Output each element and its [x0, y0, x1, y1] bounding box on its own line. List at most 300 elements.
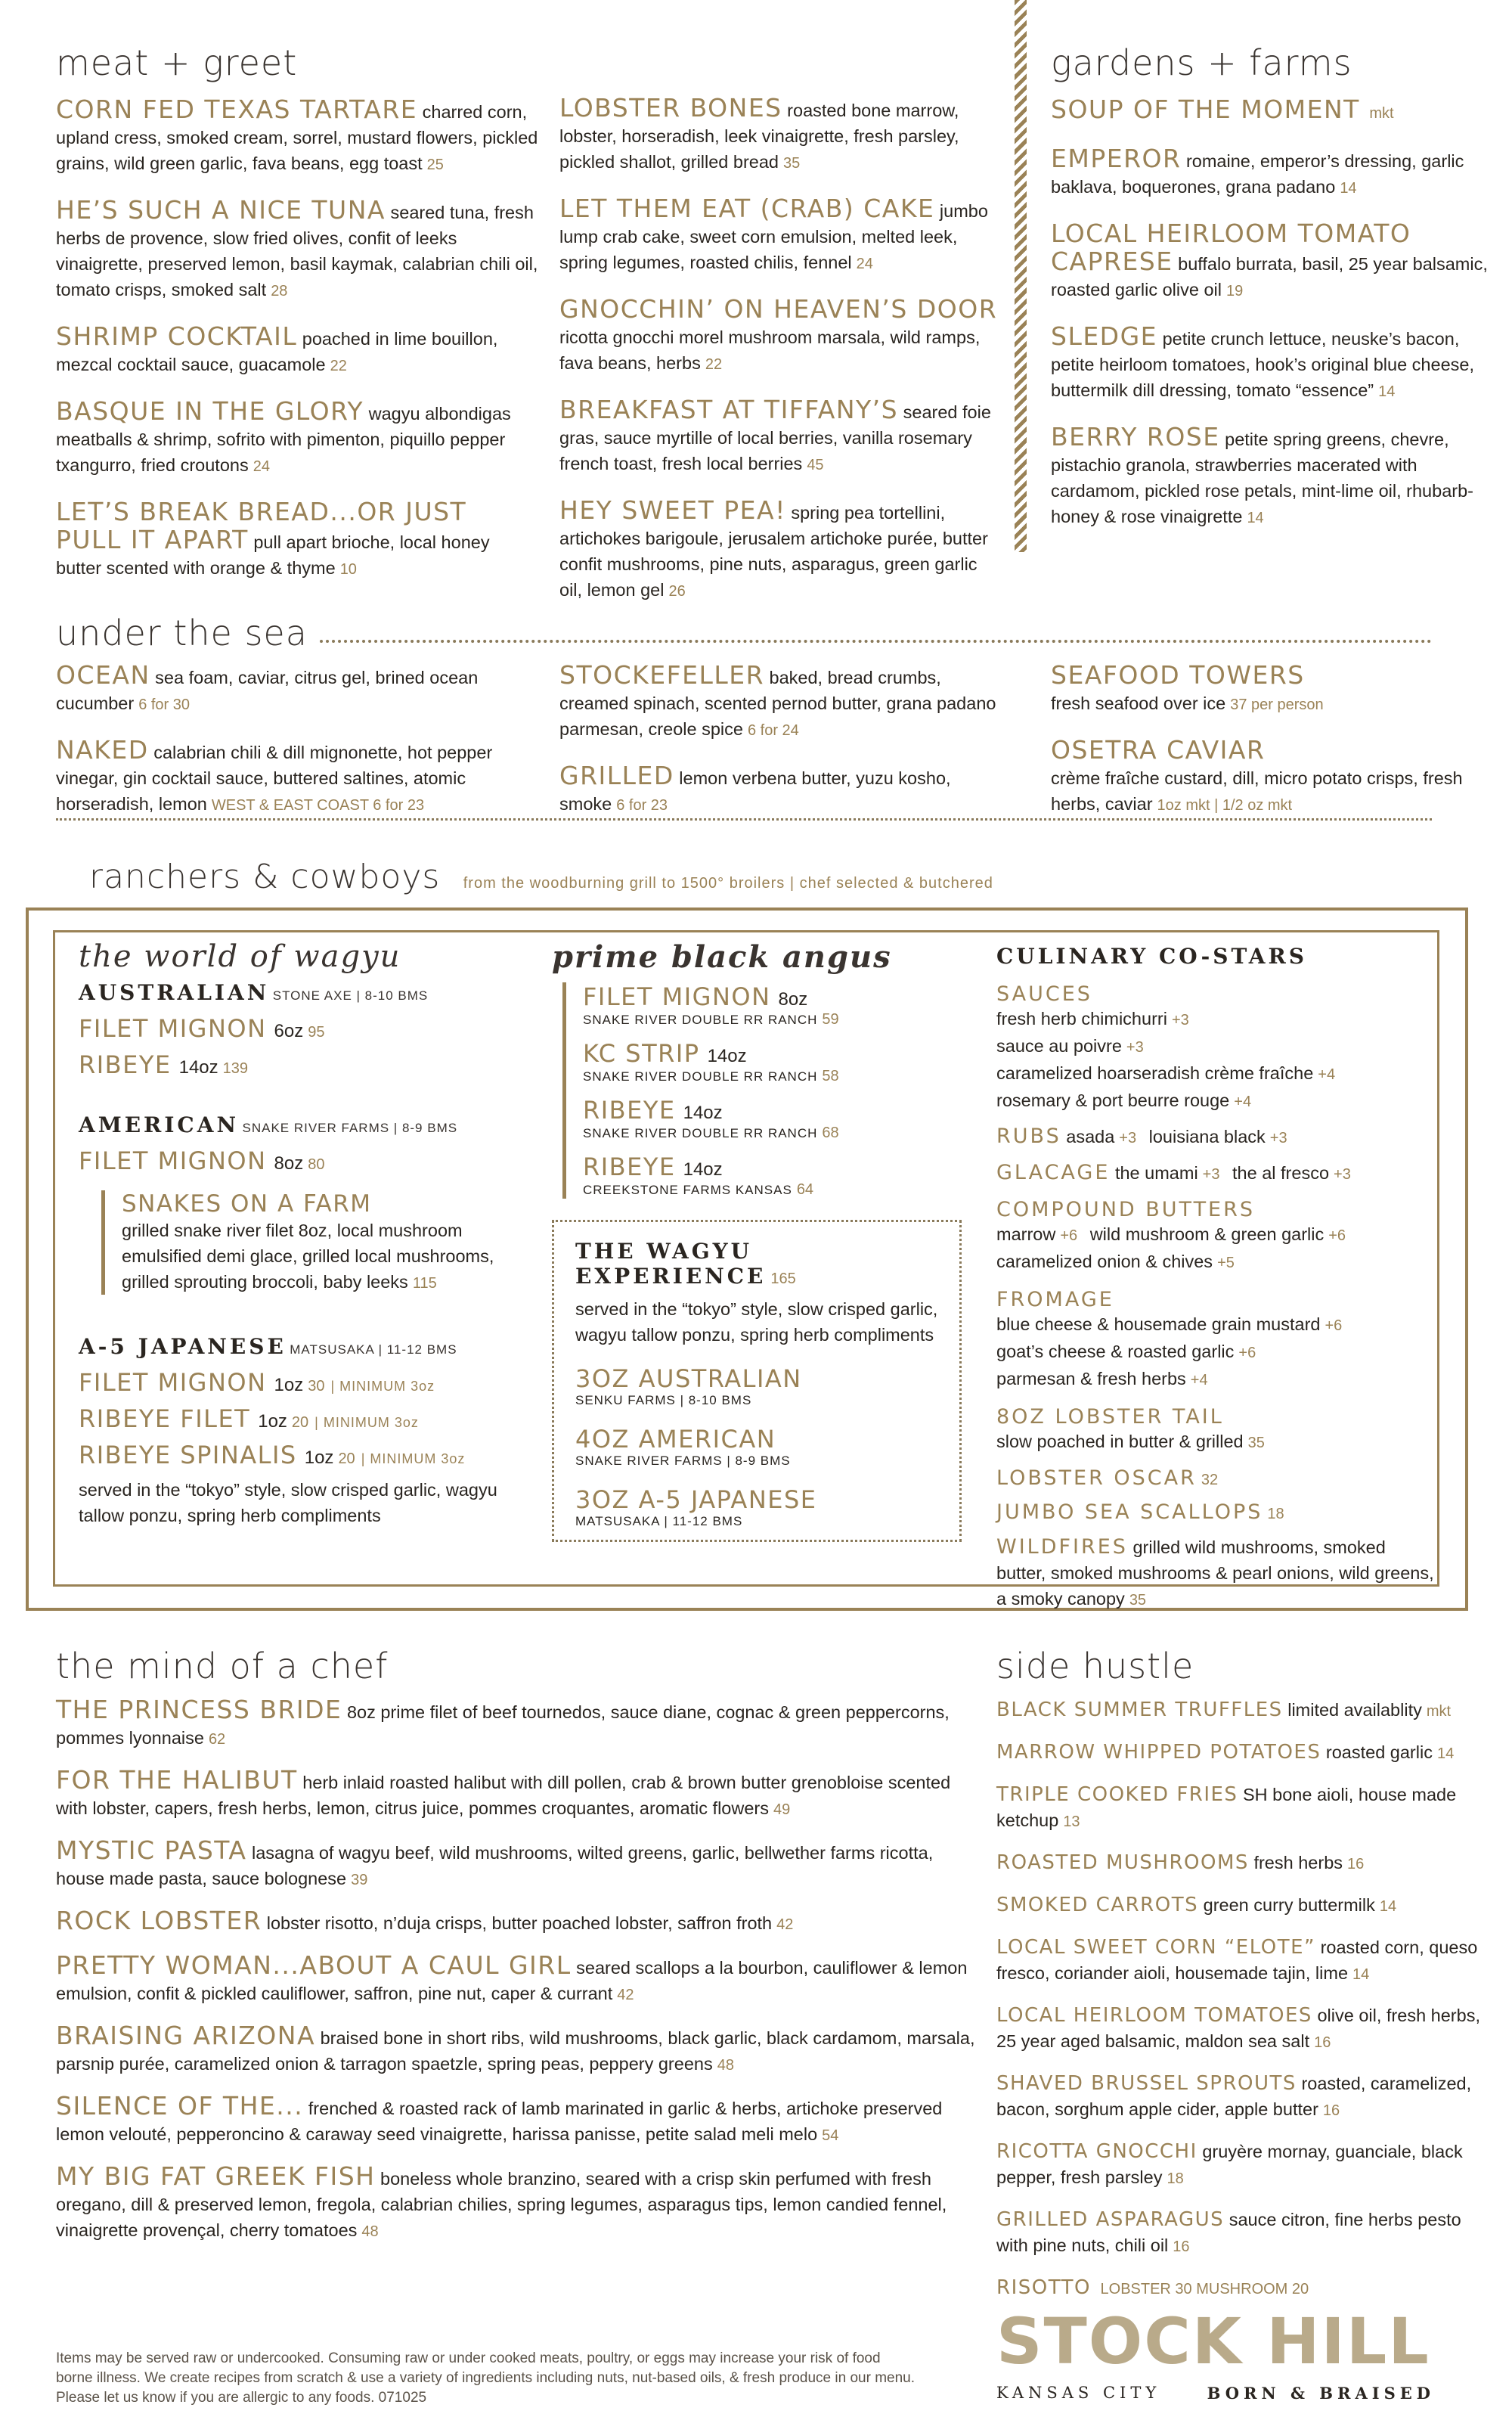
item-name: RIBEYE SPINALIS [79, 1441, 297, 1469]
item-price: 80 [308, 1156, 325, 1173]
item-price: 35 [1129, 1592, 1147, 1609]
item-price: 48 [717, 2057, 734, 2074]
allergy-footnote: Items may be served raw or undercooked. Consuming raw or under cooked meats, poultry, or eggs may increase your risk of food borne illness. We create recipes from scratch & use a variety of ingredients including nuts, nut-based oils, & fresh produce in our menu. Please let us know if you are allergic to any foods. 071025 [56, 2350, 916, 2406]
item-name: MARROW WHIPPED POTATOES [996, 1741, 1321, 1764]
item-desc: poached in lime bouillon, mezcal cocktail sauce, guacamole [56, 329, 498, 374]
item-desc: herb inlaid roasted halibut with dill pollen, crab & brown butter grenobloise scented with lobster, capers, fresh herbs, lemon, citrus juice, pommes croquantes, aromatic flowers [56, 1773, 951, 1818]
rub-option: louisiana black [1148, 1127, 1266, 1146]
item-size: 1oz [274, 1375, 304, 1395]
item-name: RIBEYE [79, 1050, 172, 1079]
menu-item [559, 397, 998, 478]
menu-item [559, 763, 1013, 818]
menu-item [56, 321, 540, 379]
butter-price: +6 [1328, 1227, 1346, 1244]
item-name: RIBEYE FILET [79, 1404, 251, 1433]
menu-item [996, 2071, 1495, 2124]
butters-heading: COMPOUND BUTTERS [996, 1198, 1256, 1221]
item-price: 22 [330, 358, 347, 374]
dotted-rule [56, 818, 1432, 821]
option-price: +6 [1238, 1345, 1256, 1361]
item-desc: roasted bone marrow, lobster, horseradish, leek vinaigrette, fresh parsley, pickled shallot, grilled bread [559, 101, 959, 172]
item-name: LOCAL SWEET CORN “ELOTE” [996, 1936, 1316, 1959]
item-price: LOBSTER 30 MUSHROOM 20 [1100, 2281, 1309, 2297]
item-name: LET’S BREAK BREAD...OR JUST PULL IT APART [56, 497, 467, 554]
item-desc: lemon verbena butter, yuzu kosho, smoke [559, 768, 951, 814]
menu-item [56, 2161, 978, 2245]
item-size: 1oz [304, 1447, 334, 1468]
item-price: 26 [668, 583, 686, 600]
menu-item [996, 2139, 1495, 2192]
item-price: 28 [271, 283, 288, 299]
stock-hill-logo: STOCK HILL [996, 2304, 1430, 2378]
item-note: | MINIMUM 3oz [361, 1451, 466, 1466]
item-name: THE PRINCESS BRIDE [56, 1695, 342, 1724]
item-name: RICOTTA GNOCCHI [996, 2140, 1198, 2163]
section-title-side: side hustle [996, 1646, 1194, 1686]
item-name: GRILLED [559, 761, 674, 790]
menu-item [1051, 146, 1497, 201]
item-desc: buffalo burrata, basil, 25 year balsamic, roasted garlic olive oil [1051, 254, 1488, 299]
brand-block [996, 2304, 1435, 2403]
item-name: SOUP OF THE MOMENT [1051, 95, 1360, 124]
menu-item [56, 1835, 978, 1893]
item-price: 6 for 24 [747, 722, 799, 739]
item-desc: lobster risotto, n’duja crisps, butter poached lobster, saffron froth [266, 1913, 773, 1933]
glacage-price: +3 [1202, 1166, 1220, 1183]
item-price: 42 [617, 1987, 634, 2003]
sauce-option [996, 1060, 1435, 1087]
rubs-heading: RUBS [996, 1125, 1061, 1148]
item-desc: fresh herbs [1253, 1853, 1343, 1872]
item-price: 18 [1267, 1506, 1284, 1522]
item-price: 19 [1225, 283, 1244, 299]
item-price: 62 [208, 1731, 226, 1748]
item-price: 95 [308, 1024, 325, 1041]
item-price: 16 [1173, 2238, 1190, 2255]
item-name: SMOKED CARROTS [996, 1894, 1199, 1916]
meat-greet-col2 [559, 95, 998, 624]
item-name: FILET MIGNON [79, 1146, 267, 1175]
item-price: 14 [1378, 383, 1396, 400]
item-ranch: SNAKE RIVER DOUBLE RR RANCH [583, 1126, 818, 1140]
side-col [996, 1646, 1495, 2317]
menu-item [559, 495, 998, 604]
menu-item [1051, 221, 1497, 304]
glacage-option: the al fresco [1232, 1163, 1330, 1183]
menu-item [56, 737, 547, 818]
section-title-ranchers: ranchers & cowboys [89, 858, 441, 896]
item-desc: frenched & roasted rack of lamb marinated in garlic & herbs, artichoke preserved lemon velouté, pepperoncino & caraway seed vinaigrette, harissa panisse, petite salad meli melo [56, 2099, 943, 2144]
menu-item [1051, 97, 1497, 126]
menu-item [996, 2275, 1495, 2302]
menu-item [1051, 737, 1474, 818]
item-desc: petite spring greens, chevre, pistachio granola, strawberries macerated with cardamom, pickled rose petals, mint-lime oil, rhubarb-honey & rose vinaigrette [1051, 430, 1473, 526]
item-desc: ricotta gnocchi morel mushroom marsala, wild ramps, fava beans, herbs [559, 327, 981, 373]
item-name: 3OZ AUSTRALIAN [575, 1364, 802, 1393]
menu-item [559, 196, 998, 277]
costars-col [996, 944, 1435, 1613]
item-price: 35 [783, 155, 801, 172]
item-desc: petite crunch lettuce, neuske’s bacon, petite heirloom tomatoes, hook’s original blue cheese, buttermilk dill dressing, tomato “essence” [1051, 329, 1474, 400]
item-name: ROASTED MUSHROOMS [996, 1851, 1249, 1874]
item-name: RIBEYE [583, 1096, 676, 1125]
wagyu-japanese-desc: served in the “tokyo” style, slow crisped garlic, wagyu tallow ponzu, spring herb compliments [79, 1480, 497, 1525]
item-desc: baked, bread crumbs, creamed spinach, scented pernod butter, grana padano parmesan, creole spice [559, 668, 996, 739]
item-desc: fresh seafood over ice [1051, 693, 1226, 713]
item-name: FILET MIGNON [583, 982, 771, 1011]
glacage-option: the umami [1114, 1163, 1198, 1183]
item-price: 16 [1322, 2102, 1340, 2119]
item-price: 39 [351, 1872, 368, 1888]
item-price: 30 [308, 1378, 325, 1395]
scallops-heading: JUMBO SEA SCALLOPS [996, 1500, 1263, 1524]
sea-col2 [559, 662, 1013, 838]
butter-option: caramelized onion & chives [996, 1252, 1213, 1271]
meat-greet-col1 [56, 42, 540, 602]
item-name: PRETTY WOMAN...ABOUT A CAUL GIRL [56, 1950, 572, 1980]
item-price: 13 [1063, 1813, 1080, 1830]
item-desc: sauce citron, fine herbs pesto with pine nuts, chili oil [996, 2210, 1461, 2255]
item-price: 24 [856, 256, 873, 272]
item-price: 22 [705, 356, 723, 373]
section-title-gardens: gardens + farms [1051, 42, 1352, 83]
item-price: 20 [338, 1450, 355, 1467]
item-size: 1oz [258, 1411, 287, 1432]
item-name: FILET MIGNON [79, 1014, 267, 1043]
item-note: | MINIMUM 3oz [330, 1379, 435, 1394]
item-price: 64 [796, 1181, 814, 1198]
lobster-tail-heading: 8OZ LOBSTER TAIL [996, 1405, 1224, 1429]
angus-title: prime black angus [552, 939, 892, 975]
wagyu-col [79, 939, 532, 1528]
item-name: FOR THE HALIBUT [56, 1765, 298, 1795]
item-sub: SNAKE RIVER FARMS | 8-9 BMS [575, 1454, 791, 1468]
item-price: 45 [807, 457, 824, 473]
item-name: MY BIG FAT GREEK FISH [56, 2161, 376, 2191]
item-name: SEAFOOD TOWERS [1051, 660, 1305, 690]
experience-cut [575, 1425, 938, 1469]
item-name: FILET MIGNON [79, 1368, 267, 1397]
item-price: 14 [1247, 510, 1264, 526]
item-name: OCEAN [56, 660, 150, 690]
rub-price: +3 [1119, 1130, 1137, 1146]
item-size: 14oz [683, 1159, 723, 1180]
item-price: 16 [1314, 2034, 1331, 2051]
lobster-oscar-heading: LOBSTER OSCAR [996, 1466, 1197, 1490]
option-text: rosemary & port beurre rouge [996, 1091, 1230, 1110]
wagyu-experience-desc: served in the “tokyo” style, slow crisped garlic, wagyu tallow ponzu, spring herb compliments [575, 1299, 938, 1345]
fromage-option [996, 1366, 1435, 1393]
item-name: SHAVED BRUSSEL SPROUTS [996, 2072, 1297, 2095]
butter-option: marrow [996, 1224, 1056, 1244]
item-price: 48 [361, 2223, 379, 2240]
item-sub: SENKU FARMS | 8-10 BMS [575, 1393, 752, 1407]
ranchers-header [89, 858, 993, 896]
item-name: HEY SWEET PEA! [559, 495, 786, 525]
item-price: 18 [1167, 2170, 1184, 2187]
item-name: SNAKES ON A FARM [122, 1190, 372, 1218]
section-title-chef: the mind of a chef [56, 1646, 389, 1686]
item-name: LOBSTER BONES [559, 93, 782, 123]
section-title-meat-greet: meat + greet [56, 42, 298, 83]
item-desc: grilled wild mushrooms, smoked butter, smoked mushrooms & pearl onions, wild greens, a smoky canopy [996, 1537, 1434, 1609]
sauces-heading: SAUCES [996, 982, 1092, 1006]
item-desc: seared foie gras, sauce myrtille of local berries, vanilla rosemary french toast, fresh local berries [559, 402, 991, 473]
item-ranch: CREEKSTONE FARMS KANSAS [583, 1183, 792, 1197]
item-name: MYSTIC PASTA [56, 1835, 247, 1865]
wagyu-cut [79, 1368, 532, 1397]
item-name: EMPEROR [1051, 144, 1182, 173]
wagyu-australian-sub: STONE AXE | 8-10 BMS [272, 988, 429, 1003]
sauce-option [996, 1033, 1435, 1060]
wagyu-title: the world of wagyu [79, 939, 401, 974]
item-name: GRILLED ASPARAGUS [996, 2208, 1225, 2231]
item-price: 59 [822, 1011, 839, 1028]
item-price: 24 [253, 458, 270, 475]
experience-cut [575, 1364, 938, 1408]
menu-item [56, 1950, 978, 2008]
sauce-option [996, 1006, 1435, 1033]
item-size: 8oz [778, 989, 808, 1010]
item-name: 3OZ A-5 JAPANESE [575, 1485, 817, 1514]
wildfires-heading: WILDFIRES [996, 1535, 1128, 1559]
item-desc: 8oz prime filet of beef tournedos, sauce diane, cognac & green peppercorns, pommes lyonnaise [56, 1702, 950, 1748]
item-name: LOCAL HEIRLOOM TOMATO CAPRESE [1051, 219, 1411, 276]
item-name: BRAISING ARIZONA [56, 2021, 316, 2050]
item-size: 8oz [274, 1153, 304, 1174]
item-price: 68 [822, 1125, 839, 1141]
gardens-col [1051, 42, 1497, 551]
item-desc: roasted, caramelized, bacon, sorghum apple cider, apple butter [996, 2074, 1472, 2119]
item-price: 115 [412, 1275, 437, 1292]
item-name: LET THEM EAT (CRAB) CAKE [559, 194, 935, 223]
sea-header [56, 613, 1432, 653]
item-desc: seared tuna, fresh herbs de provence, slow fried olives, confit of leeks vinaigrette, preserved lemon, basil kaymak, calabrian chili oil, tomato crisps, smoked salt [56, 203, 538, 299]
item-note: | MINIMUM 3oz [314, 1415, 419, 1430]
menu-item [559, 662, 1013, 743]
item-desc: seared scallops a la bourbon, cauliflower & lemon emulsion, confit & pickled cauliflower, saffron, pine nut, caper & currant [56, 1958, 968, 2003]
sea-col3 [1051, 662, 1474, 838]
item-name: GNOCCHIN’ ON HEAVEN’S DOOR [559, 294, 998, 324]
item-desc: limited availablity [1287, 1700, 1422, 1720]
menu-item [996, 1782, 1495, 1835]
wagyu-experience-price: 165 [770, 1270, 796, 1287]
item-price: WEST & EAST COAST 6 for 23 [211, 797, 425, 814]
option-text: goat’s cheese & roasted garlic [996, 1342, 1235, 1361]
item-name: BLACK SUMMER TRUFFLES [996, 1699, 1283, 1721]
item-price: 1oz mkt | 1/2 oz mkt [1157, 797, 1293, 814]
ranchers-subtitle: from the woodburning grill to 1500° broilers | chef selected & butchered [463, 875, 993, 892]
item-price: 10 [339, 561, 357, 578]
item-price: 42 [776, 1916, 794, 1933]
item-price: 32 [1201, 1472, 1219, 1488]
wagyu-cut [79, 1441, 532, 1469]
costars-title: CULINARY CO-STARS [996, 944, 1308, 969]
rope-divider [1015, 0, 1027, 552]
item-name: RIBEYE [583, 1153, 676, 1181]
menu-item [996, 1697, 1495, 1724]
item-ranch: SNAKE RIVER DOUBLE RR RANCH [583, 1013, 818, 1027]
item-price: 54 [822, 2127, 839, 2144]
item-price: 49 [773, 1801, 791, 1818]
item-name: RISOTTO [996, 2276, 1091, 2299]
wagyu-experience-box [552, 1220, 962, 1542]
item-price: mkt [1369, 105, 1394, 122]
item-desc: romaine, emperor’s dressing, garlic baklava, boquerones, grana padano [1051, 151, 1464, 197]
fromage-option [996, 1311, 1435, 1339]
item-price: 6 for 30 [138, 697, 191, 713]
menu-item [1051, 662, 1474, 718]
wagyu-cut [79, 1146, 532, 1175]
menu-item [56, 1908, 978, 1938]
angus-cut [583, 982, 975, 1028]
item-desc: pull apart brioche, local honey butter scented with orange & thyme [56, 532, 490, 578]
menu-item [996, 1739, 1495, 1767]
menu-item [56, 396, 540, 479]
item-name: OSETRA CAVIAR [1051, 735, 1266, 765]
angus-cut [583, 1153, 975, 1199]
item-price: 35 [1247, 1435, 1265, 1451]
menu-item [56, 499, 540, 582]
item-name: ROCK LOBSTER [56, 1906, 262, 1935]
wagyu-cut [79, 1404, 532, 1433]
menu-item [996, 2003, 1495, 2055]
menu-item [996, 1892, 1495, 1919]
wagyu-australian-label: AUSTRALIAN [79, 980, 270, 1005]
item-name: HE’S SUCH A NICE TUNA [56, 195, 386, 225]
item-name: SILENCE OF THE... [56, 2091, 304, 2121]
item-sub: MATSUSAKA | 11-12 BMS [575, 1514, 743, 1528]
item-desc: crème fraîche custard, dill, micro potato crisps, fresh herbs, caviar [1051, 768, 1463, 814]
option-price: +6 [1325, 1317, 1343, 1334]
glacage-heading: GLACAGE [996, 1161, 1111, 1184]
item-name: KC STRIP [583, 1039, 700, 1068]
item-price: 25 [426, 157, 444, 173]
menu-item [559, 95, 998, 176]
item-desc: jumbo lump crab cake, sweet corn emulsion, melted leek, spring legumes, roasted chilis, fennel [559, 201, 988, 272]
item-name: BREAKFAST AT TIFFANY’S [559, 395, 899, 424]
item-size: 14oz [707, 1046, 747, 1066]
item-size: 14oz [178, 1057, 218, 1078]
rub-option: asada [1066, 1127, 1115, 1146]
experience-cut [575, 1485, 938, 1529]
option-text: fresh herb chimichurri [996, 1009, 1167, 1028]
item-price: 20 [291, 1414, 309, 1431]
item-name: BERRY ROSE [1051, 422, 1220, 451]
rub-price: +3 [1269, 1130, 1287, 1146]
option-price: +3 [1126, 1039, 1144, 1056]
wagyu-experience-title: THE WAGYU EXPERIENCE [575, 1239, 767, 1289]
item-price: 37 per person [1230, 697, 1324, 713]
item-desc: boneless whole branzino, seared with a crisp skin perfumed with fresh oregano, dill & preserved lemon, fregola, calabrian chilies, spring legumes, asparagus tips, lemon candied fennel, vinaigrette provençal, cherry tomatoes [56, 2169, 947, 2240]
item-price: mkt [1426, 1703, 1452, 1720]
item-desc: SH bone aioli, house made ketchup [996, 1785, 1457, 1830]
option-price: +4 [1318, 1066, 1336, 1083]
menu-item [1051, 321, 1497, 405]
menu-item [56, 1767, 978, 1823]
menu-item [56, 2093, 978, 2149]
item-price: 14 [1352, 1966, 1370, 1983]
item-desc: grilled snake river filet 8oz, local mushroom emulsified demi glace, grilled local mushrooms, grilled sprouting broccoli, baby leeks [122, 1221, 494, 1292]
angus-col [552, 939, 975, 1542]
item-price: 58 [822, 1068, 839, 1084]
item-size: 6oz [274, 1021, 304, 1041]
item-desc: sea foam, caviar, citrus gel, brined ocean cucumber [56, 668, 479, 713]
item-desc: wagyu albondigas meatballs & shrimp, sofrito with pimenton, piquillo pepper txangurro, fried croutons [56, 404, 511, 475]
item-price: 16 [1347, 1856, 1365, 1872]
option-text: caramelized hoarseradish crème fraîche [996, 1063, 1314, 1083]
snakes-on-a-farm [101, 1190, 532, 1295]
wagyu-cut [79, 1050, 532, 1079]
dotted-rule [320, 640, 1432, 643]
item-desc: olive oil, fresh herbs, 25 year aged balsamic, maldon sea salt [996, 2006, 1480, 2051]
item-price: 14 [1340, 180, 1357, 197]
brand-city: KANSAS CITY [996, 2384, 1161, 2402]
wagyu-american-label: AMERICAN [79, 1112, 240, 1137]
brand-tagline: BORN & BRAISED [1207, 2384, 1435, 2403]
wagyu-japanese-label: A-5 JAPANESE [79, 1334, 287, 1359]
glacage-price: +3 [1334, 1166, 1351, 1183]
option-text: parmesan & fresh herbs [996, 1369, 1186, 1388]
item-name: TRIPLE COOKED FRIES [996, 1783, 1238, 1806]
option-price: +4 [1234, 1094, 1252, 1110]
wagyu-japanese-sub: MATSUSAKA | 11-12 BMS [290, 1342, 457, 1357]
item-desc: slow poached in butter & grilled [996, 1432, 1244, 1451]
menu-item [1051, 424, 1497, 531]
menu-item [56, 662, 547, 718]
item-price: 139 [222, 1060, 249, 1077]
angus-cut [583, 1096, 975, 1142]
sea-col1 [56, 662, 547, 838]
item-name: NAKED [56, 735, 149, 765]
fromage-option [996, 1339, 1435, 1366]
wagyu-american-sub: SNAKE RIVER FARMS | 8-9 BMS [242, 1121, 458, 1135]
butter-option: wild mushroom & green garlic [1089, 1224, 1325, 1244]
item-desc: braised bone in short ribs, wild mushrooms, black garlic, black cardamom, marsala, parsnip purée, caramelized onion & tarragon spaetzle, spring peas, peppery greens [56, 2028, 975, 2074]
item-desc: roasted corn, queso fresco, coriander aioli, housemade tajin, lime [996, 1938, 1478, 1983]
section-title-sea: under the sea [56, 613, 308, 653]
menu-item [996, 2207, 1495, 2260]
angus-cut [583, 1039, 975, 1085]
item-desc: roasted garlic [1325, 1742, 1433, 1762]
butter-price: +5 [1217, 1255, 1235, 1271]
item-price: 14 [1436, 1745, 1455, 1762]
option-text: sauce au poivre [996, 1036, 1122, 1056]
menu-item [996, 1850, 1495, 1877]
option-price: +3 [1171, 1012, 1189, 1028]
item-size: 14oz [683, 1103, 723, 1123]
butter-price: +6 [1060, 1227, 1078, 1244]
item-desc: charred corn, upland cress, smoked cream, sorrel, mustard flowers, pickled grains, wild green garlic, fava beans, egg toast [56, 102, 538, 173]
item-desc: lasagna of wagyu beef, wild mushrooms, wilted greens, garlic, bellwether farms ricotta, house made pasta, sauce bolognese [56, 1843, 934, 1888]
chef-col [56, 1646, 978, 2260]
menu-item [56, 1697, 978, 1752]
item-ranch: SNAKE RIVER DOUBLE RR RANCH [583, 1069, 818, 1084]
item-desc: green curry buttermilk [1203, 1895, 1375, 1915]
option-text: blue cheese & housemade grain mustard [996, 1314, 1321, 1334]
item-name: SLEDGE [1051, 321, 1158, 351]
menu-item [559, 296, 998, 377]
menu-item [56, 97, 540, 178]
item-desc: spring pea tortellini, artichokes barigoule, jerusalem artichoke purée, butter confit mushrooms, pine nuts, asparagus, green garlic oil, lemon gel [559, 503, 988, 600]
item-name: SHRIMP COCKTAIL [56, 321, 298, 351]
fromage-heading: FROMAGE [996, 1288, 1114, 1311]
menu-item [996, 1934, 1495, 1987]
item-name: LOCAL HEIRLOOM TOMATOES [996, 2004, 1312, 2027]
item-price: 14 [1379, 1898, 1397, 1915]
item-name: 4OZ AMERICAN [575, 1425, 776, 1454]
item-desc: calabrian chili & dill mignonette, hot pepper vinegar, gin cocktail sauce, buttered saltines, atomic horseradish, lemon [56, 743, 493, 814]
